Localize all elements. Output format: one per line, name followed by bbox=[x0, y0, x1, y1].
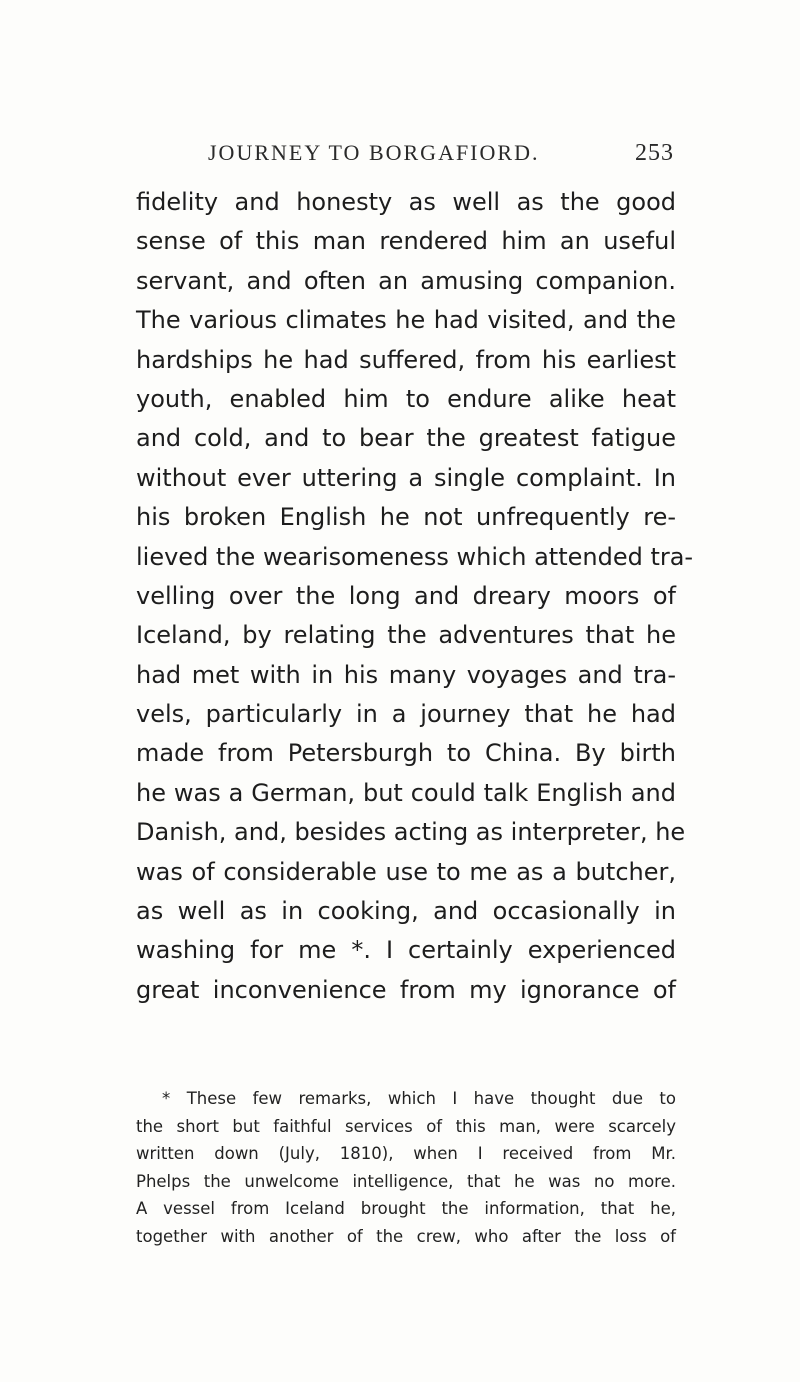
footnote bbox=[136, 1085, 676, 1251]
body-line: servant, and often an amusing companion. bbox=[136, 266, 676, 295]
body-line: without ever uttering a single complaint. In bbox=[136, 463, 676, 492]
page-number: 253 bbox=[635, 140, 674, 166]
footnote-line: the short but faithful services of this man, were scarcely bbox=[136, 1116, 676, 1136]
running-head bbox=[208, 140, 674, 172]
body-line: The various climates he had visited, and the bbox=[136, 306, 676, 335]
body-line: had met with in his many voyages and tra- bbox=[136, 660, 676, 689]
body-line: sense of this man rendered him an useful bbox=[136, 227, 676, 256]
body-line: as well as in cooking, and occasionally in bbox=[136, 897, 676, 926]
body-line: his broken English he not unfrequently re- bbox=[136, 503, 676, 532]
body-line: youth, enabled him to endure alike heat bbox=[136, 384, 676, 413]
body-line: great inconvenience from my ignorance of bbox=[136, 975, 676, 1004]
footnote-line: Phelps the unwelcome intelligence, that he was no more. bbox=[136, 1171, 676, 1191]
body-line: hardships he had suffered, from his earliest bbox=[136, 345, 676, 374]
body-text bbox=[136, 183, 694, 1010]
footnote-line: written down (July, 1810), when I received from Mr. bbox=[136, 1144, 676, 1164]
body-line: velling over the long and dreary moors of bbox=[136, 581, 676, 610]
footnote-line: A vessel from Iceland brought the information, that he, bbox=[136, 1199, 676, 1219]
footnote-line: * These few remarks, which I have thought due to bbox=[162, 1089, 676, 1108]
body-line: Danish, and, besides acting as interpreter, he bbox=[136, 818, 686, 847]
body-line: washing for me *. I certainly experienced bbox=[136, 936, 676, 965]
footnote-line: together with another of the crew, who after the loss of bbox=[136, 1226, 676, 1246]
body-line: was of considerable use to me as a butcher, bbox=[136, 857, 676, 886]
body-line: and cold, and to bear the greatest fatigue bbox=[136, 424, 676, 453]
body-line: lieved the wearisomeness which attended tra- bbox=[136, 542, 694, 571]
body-line: Iceland, by relating the adventures that he bbox=[136, 621, 676, 650]
body-line: fidelity and honesty as well as the good bbox=[136, 188, 676, 216]
body-line: vels, particularly in a journey that he had bbox=[136, 700, 676, 729]
running-title: JOURNEY TO BORGAFIORD. bbox=[208, 140, 540, 165]
body-line: he was a German, but could talk English and bbox=[136, 778, 676, 807]
body-line: made from Petersburgh to China. By birth bbox=[136, 739, 676, 768]
